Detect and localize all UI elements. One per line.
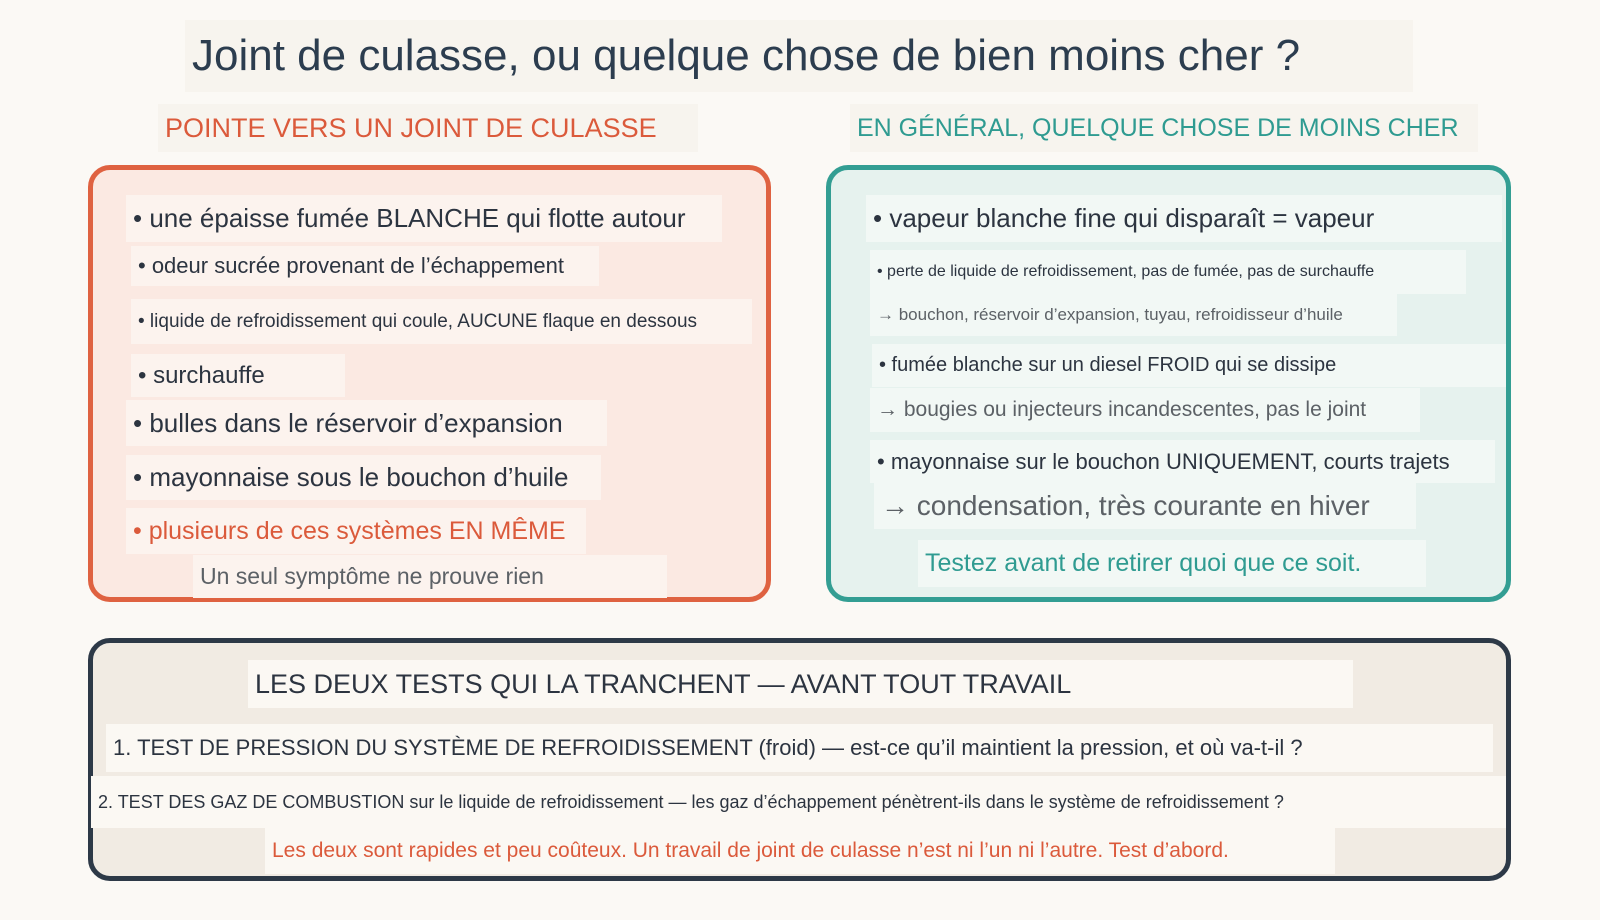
right-item-coolant-loss-causes: → bouchon, réservoir d’expansion, tuyau, refroidisseur d’huile — [870, 294, 1397, 336]
left-item-overheating: • surchauffe — [131, 354, 345, 397]
right-item-condensation: → condensation, très courante en hiver — [874, 483, 1416, 529]
page-title: Joint de culasse, ou quelque chose de bien moins cher ? — [185, 20, 1413, 92]
left-item-coolant-loss: • liquide de refroidissement qui coule, AUCUNE flaque en dessous — [131, 299, 752, 344]
right-item-coolant-loss: • perte de liquide de refroidissement, pas de fumée, pas de surchauffe — [870, 250, 1466, 294]
tests-footer-note: Les deux sont rapides et peu coûteux. Un travail de joint de culasse n’est ni l’un ni l’autre. Test d’abord. — [265, 828, 1335, 874]
right-item-cap-mayonnaise: • mayonnaise sur le bouchon UNIQUEMENT, courts trajets — [870, 440, 1495, 483]
tests-heading: LES DEUX TESTS QUI LA TRANCHENT — AVANT TOUT TRAVAIL — [248, 660, 1353, 708]
left-column-heading: POINTE VERS UN JOINT DE CULASSE — [158, 104, 698, 152]
test-1-pressure: 1. TEST DE PRESSION DU SYSTÈME DE REFROIDISSEMENT (froid) — est-ce qu’il maintient la pression, et où va-t-il ? — [106, 724, 1493, 772]
left-item-several-together: • plusieurs de ces systèmes EN MÊME — [126, 508, 586, 554]
right-note-test-first: Testez avant de retirer quoi que ce soit. — [918, 540, 1426, 587]
left-item-white-smoke: • une épaisse fumée BLANCHE qui flotte autour — [126, 195, 722, 242]
right-item-glow-plugs: → bougies ou injecteurs incandescentes, pas le joint — [870, 388, 1420, 432]
right-item-fine-vapour: • vapeur blanche fine qui disparaît = vapeur — [866, 195, 1502, 242]
left-item-mayonnaise: • mayonnaise sous le bouchon d’huile — [126, 455, 601, 500]
right-item-cold-diesel-smoke: • fumée blanche sur un diesel FROID qui se dissipe — [872, 344, 1506, 387]
test-2-combustion-gas: 2. TEST DES GAZ DE COMBUSTION sur le liquide de refroidissement — les gaz d’échappement pénètrent-ils dans le système de refroidissement ? — [91, 776, 1506, 828]
left-note-single-symptom: Un seul symptôme ne prouve rien — [193, 555, 667, 598]
left-item-bubbles: • bulles dans le réservoir d’expansion — [126, 400, 607, 446]
right-column-heading: EN GÉNÉRAL, QUELQUE CHOSE DE MOINS CHER — [850, 104, 1478, 152]
left-item-sweet-smell: • odeur sucrée provenant de l’échappement — [131, 246, 599, 286]
